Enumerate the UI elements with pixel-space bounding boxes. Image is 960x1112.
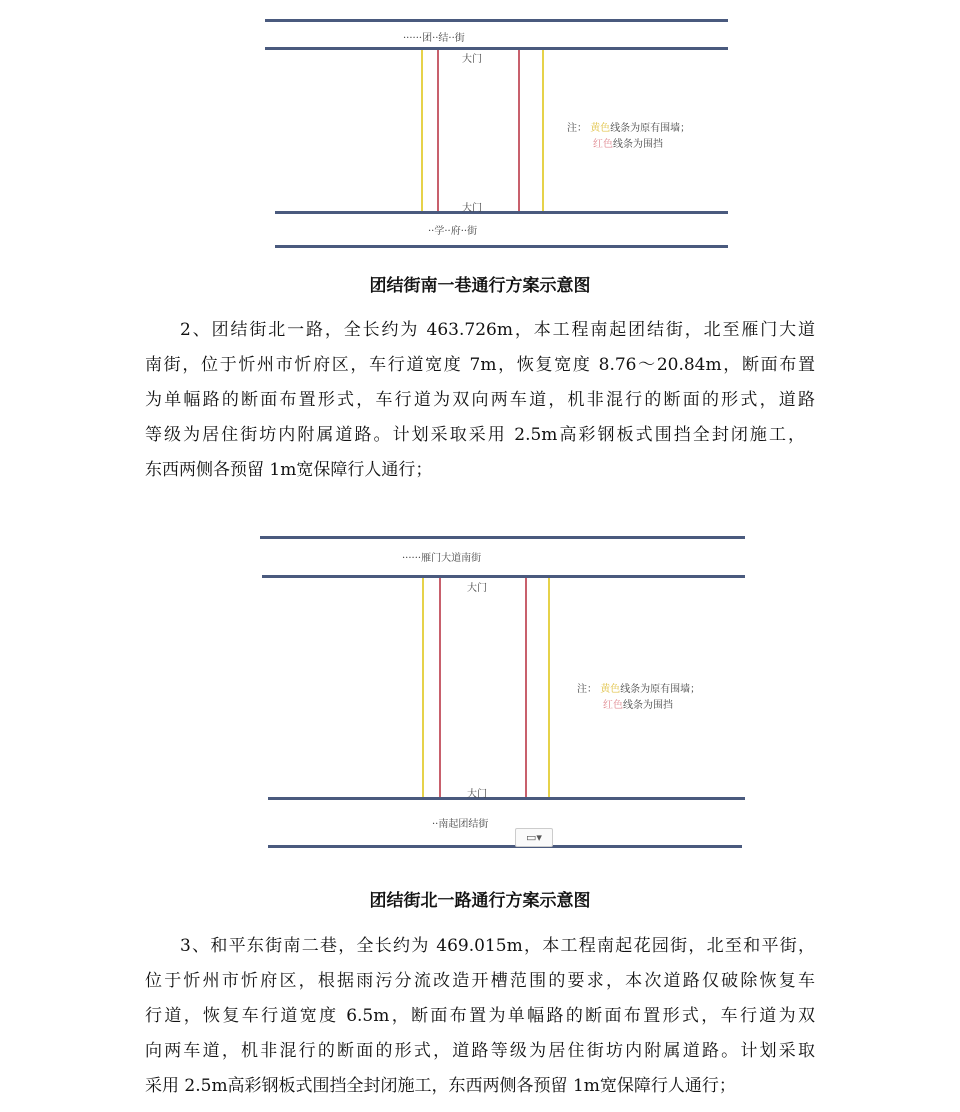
road-line (265, 47, 728, 50)
text-line: 等级为居住街坊内附属道路。计划采取采用 2.5m高彩钢板式围挡全封闭施工， (145, 425, 805, 445)
text-line: 位于忻州市忻府区，根据雨污分流改造开槽范围的要求，本次道路仅破除恢复车 (145, 971, 815, 991)
text-line: 南街，位于忻州市忻府区，车行道宽度 7m，恢复宽度 8.76～20.84m，断面布置 (145, 355, 815, 375)
gate-label: 大门 (462, 203, 482, 214)
figure-caption: 团结街北一路通行方案示意图 (369, 891, 591, 911)
existing-wall-line (542, 50, 544, 211)
gate-label: 大门 (467, 789, 487, 800)
road-line (265, 19, 728, 22)
text-line: 2、团结街北一路，全长约为 463.726m，本工程南起团结街，北至雁门大道 (180, 320, 815, 340)
text-line: 为单幅路的断面布置形式，车行道为双向两车道，机非混行的断面的形式，道路 (145, 390, 815, 410)
existing-wall-line (422, 578, 424, 797)
text-line: 3、和平东街南二巷，全长约为 469.015m，本工程南起花园街，北至和平街， (180, 936, 815, 956)
road-line (275, 245, 728, 248)
barrier-line (518, 50, 520, 211)
text-line: 行道，恢复车行道宽度 6.5m，断面布置为单幅路的断面布置形式，车行道为双 (145, 1006, 815, 1026)
road-line (268, 845, 742, 848)
text-line: 采用 2.5m高彩钢板式围挡全封闭施工，东西两侧各预留 1m宽保障行人通行； (145, 1076, 736, 1096)
gate-label: 大门 (467, 583, 487, 594)
road-line (275, 211, 728, 214)
barrier-line (525, 578, 527, 797)
text-line: 向两车道，机非混行的断面的形式，道路等级为居住街坊内附属道路。计划采取 (145, 1041, 815, 1061)
legend-note: 注： 黄色线条为原有围墙； 红色线条为围挡 (567, 123, 691, 150)
street-label-bottom: ··学··府··街 (428, 226, 478, 237)
gate-label: 大门 (462, 54, 482, 65)
figure-caption: 团结街南一巷通行方案示意图 (369, 276, 591, 296)
street-label-top: ······雁门大道南街 (402, 553, 482, 564)
barrier-line (437, 50, 439, 211)
text-line: 东西两侧各预留 1m宽保障行人通行； (145, 460, 433, 480)
barrier-line (439, 578, 441, 797)
street-label-bottom: ··南起团结街 (432, 819, 489, 830)
street-label-top: ······团··结··街 (403, 33, 465, 44)
road-line (268, 797, 745, 800)
road-line (262, 575, 745, 578)
existing-wall-line (548, 578, 550, 797)
existing-wall-line (421, 50, 423, 211)
legend-note: 注： 黄色线条为原有围墙； 红色线条为围挡 (577, 684, 701, 711)
paste-options-icon[interactable]: ▭▾ (515, 828, 553, 847)
road-line (260, 536, 745, 539)
